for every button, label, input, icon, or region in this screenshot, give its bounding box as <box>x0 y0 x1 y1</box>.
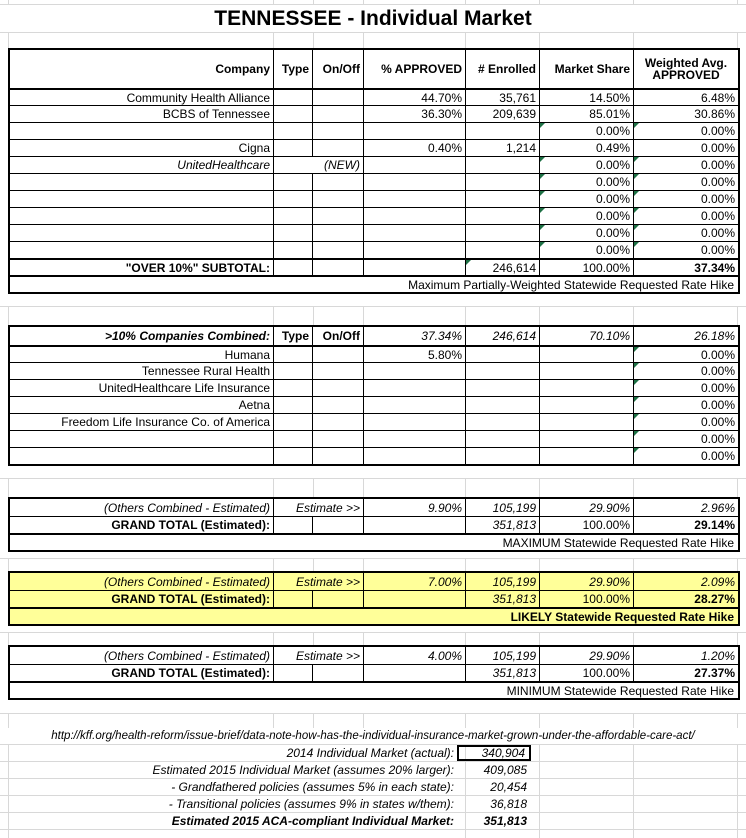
error-triangle-icon <box>540 208 545 213</box>
cell-enrolled[interactable] <box>465 242 539 258</box>
cell-approved[interactable]: 37.34% <box>363 327 465 345</box>
table-row <box>10 224 738 241</box>
cell-company[interactable]: UnitedHealthcare Life Insurance <box>98 381 270 395</box>
cell-weighted[interactable]: 26.18% <box>633 327 738 345</box>
estimate-flag-cell[interactable]: Estimate >> <box>273 499 363 516</box>
grid-line <box>0 306 746 307</box>
cell-enrolled[interactable] <box>465 225 539 241</box>
error-triangle-icon <box>634 157 639 162</box>
estimate-flag-cell[interactable]: Estimate >> <box>273 647 363 664</box>
combined-label-cell[interactable]: >10% Companies Combined: <box>104 329 270 343</box>
cell-enrolled[interactable] <box>465 191 539 207</box>
cell-enrolled[interactable] <box>465 174 539 190</box>
footer-row <box>0 796 746 813</box>
cell-onoff[interactable] <box>312 517 363 533</box>
table-row <box>10 241 738 258</box>
cell-company[interactable] <box>10 191 273 207</box>
cell-type[interactable] <box>273 380 312 396</box>
table-row <box>10 447 738 464</box>
error-triangle-icon <box>634 414 639 419</box>
cell-weighted[interactable]: 37.34% <box>633 260 738 275</box>
cell-enrolled[interactable] <box>465 414 539 430</box>
table-row <box>10 413 738 430</box>
error-triangle-icon <box>634 397 639 402</box>
error-triangle-icon <box>634 242 639 247</box>
cell-share[interactable] <box>539 414 633 430</box>
cell-enrolled[interactable]: 246,614 <box>465 327 539 345</box>
footer-value[interactable]: 36,818 <box>490 797 527 811</box>
cell-onoff[interactable] <box>312 414 363 430</box>
cell-approved[interactable] <box>363 225 465 241</box>
cell-company[interactable] <box>10 448 273 464</box>
subtotal-label-cell[interactable]: "OVER 10%" SUBTOTAL: <box>125 260 270 275</box>
cell-value: 0.00% <box>595 192 630 206</box>
cell-weighted[interactable] <box>633 191 738 207</box>
empty-cells <box>531 762 746 778</box>
cell-enrolled[interactable] <box>465 208 539 224</box>
error-triangle-icon <box>466 260 471 265</box>
cell-onoff[interactable] <box>312 591 363 607</box>
cell-onoff[interactable] <box>312 174 363 190</box>
cell-type[interactable] <box>273 260 312 275</box>
cell-type[interactable] <box>273 363 312 379</box>
cell-value: 0.00% <box>700 192 735 206</box>
cell-type[interactable] <box>273 208 312 224</box>
footer-row <box>0 762 746 779</box>
cell-share[interactable]: 100.00% <box>539 260 633 275</box>
grand-total-label-cell[interactable]: GRAND TOTAL (Estimated): <box>111 518 270 532</box>
cell-approved[interactable]: 36.30% <box>363 106 465 122</box>
cell-share[interactable]: 100.00% <box>539 665 633 681</box>
table-row <box>10 345 738 362</box>
cell-approved[interactable]: 4.00% <box>363 647 465 664</box>
cell-enrolled[interactable] <box>465 157 539 173</box>
source-url: http://kff.org/health-reform/issue-brief/data-note-how-has-the-individual-insurance-market-grown-under-the-affordable-care-act/ <box>0 728 746 745</box>
footer-value[interactable]: 409,085 <box>483 763 527 777</box>
grand-total-label-cell[interactable]: GRAND TOTAL (Estimated): <box>111 666 270 680</box>
cell-enrolled[interactable]: 351,813 <box>465 665 539 681</box>
grid-line <box>0 713 746 714</box>
cell-type[interactable] <box>273 665 312 681</box>
cell-enrolled[interactable]: 1,214 <box>465 140 539 156</box>
empty-cells <box>531 796 746 812</box>
grid-strip <box>0 306 746 325</box>
cell-enrolled[interactable] <box>465 448 539 464</box>
cell-approved[interactable]: 5.80% <box>363 347 465 362</box>
grid-line <box>0 478 746 479</box>
cell-enrolled[interactable] <box>465 347 539 362</box>
cell-type[interactable] <box>273 123 312 139</box>
cell-company[interactable]: BCBS of Tennessee <box>162 107 270 121</box>
max-partial-note-cell[interactable]: Maximum Partially-Weighted Statewide Requested Rate Hike <box>408 278 734 292</box>
cell-value: 0.00% <box>595 209 630 223</box>
footer-row <box>0 779 746 796</box>
cell-enrolled[interactable] <box>465 380 539 396</box>
cell-onoff[interactable] <box>312 242 363 258</box>
cell-approved[interactable] <box>363 208 465 224</box>
cell-weighted[interactable]: 29.14% <box>633 517 738 533</box>
grid-strip <box>0 713 746 728</box>
cell-value: 0.00% <box>700 415 735 429</box>
cell-weighted[interactable] <box>633 225 738 241</box>
table-row <box>10 362 738 379</box>
grid-line <box>0 558 746 559</box>
cell-onoff[interactable] <box>312 347 363 362</box>
cell-type[interactable] <box>273 242 312 258</box>
footer-value[interactable]: 20,454 <box>490 780 527 794</box>
footer-row <box>0 745 746 762</box>
cell-type[interactable] <box>273 191 312 207</box>
cell-share[interactable]: 85.01% <box>539 106 633 122</box>
cell-approved[interactable] <box>363 448 465 464</box>
cell-enrolled[interactable]: 351,813 <box>465 591 539 607</box>
cell-enrolled[interactable]: 209,639 <box>465 106 539 122</box>
cell-share[interactable]: 29.90% <box>539 499 633 516</box>
header-cell-enrolled[interactable]: # Enrolled <box>465 50 539 88</box>
cell-company[interactable]: Tennessee Rural Health <box>141 364 270 378</box>
table-row <box>10 156 738 173</box>
cell-value: 0.00% <box>595 175 630 189</box>
cell-enrolled[interactable] <box>465 123 539 139</box>
error-triangle-icon <box>634 225 639 230</box>
cell-onoff[interactable] <box>312 191 363 207</box>
estimate-maximum-table <box>8 497 740 552</box>
cell-approved[interactable]: 0.40% <box>363 140 465 156</box>
error-triangle-icon <box>540 191 545 196</box>
cell-company[interactable] <box>10 431 273 447</box>
cell-onoff[interactable] <box>312 363 363 379</box>
cell-type[interactable] <box>273 90 312 105</box>
error-triangle-icon <box>634 123 639 128</box>
cell-share[interactable]: 0.49% <box>539 140 633 156</box>
footer-label[interactable]: Estimated 2015 Individual Market (assumes 20% larger): <box>152 763 454 777</box>
cell-approved[interactable] <box>363 414 465 430</box>
cell-share[interactable] <box>539 225 633 241</box>
cell-type[interactable] <box>273 347 312 362</box>
cell-onoff[interactable] <box>312 448 363 464</box>
cell-company[interactable]: Community Health Alliance <box>126 90 270 105</box>
error-triangle-icon <box>540 242 545 247</box>
table-row <box>10 122 738 139</box>
cell-weighted[interactable] <box>633 414 738 430</box>
cell-approved[interactable] <box>363 431 465 447</box>
table-row <box>10 173 738 190</box>
cell-weighted[interactable] <box>633 363 738 379</box>
cell-company[interactable] <box>10 242 273 258</box>
cell-onoff[interactable] <box>312 208 363 224</box>
header-cell-type[interactable]: Type <box>273 50 312 88</box>
cell-company[interactable]: Aetna <box>238 398 270 412</box>
cell-value: 246,614 <box>492 260 536 275</box>
cell-value: 0.00% <box>700 226 735 240</box>
table-row <box>10 88 738 105</box>
cell-weighted[interactable]: 1.20% <box>633 647 738 664</box>
cell-approved[interactable] <box>363 191 465 207</box>
table-row <box>10 190 738 207</box>
others-label-cell[interactable]: (Others Combined - Estimated) <box>103 500 270 515</box>
table-row <box>10 139 738 156</box>
table-row <box>10 105 738 122</box>
header-cell-weighted[interactable]: Weighted Avg. APPROVED <box>633 50 738 88</box>
minimum-note-cell[interactable]: MINIMUM Statewide Requested Rate Hike <box>506 684 734 698</box>
error-triangle-icon <box>634 380 639 385</box>
empty-cells <box>531 813 746 829</box>
footer-value[interactable]: 351,813 <box>483 814 527 828</box>
cell-type[interactable] <box>273 431 312 447</box>
header-cell-type[interactable]: Type <box>273 327 312 345</box>
cell-value: 0.00% <box>700 243 735 257</box>
cell-share[interactable] <box>539 347 633 362</box>
empty-cells <box>531 779 746 795</box>
cell-onoff[interactable] <box>312 106 363 122</box>
cell-enrolled[interactable]: 35,761 <box>465 90 539 105</box>
cell-value: 0.00% <box>700 175 735 189</box>
cell-new-flag[interactable]: (NEW) <box>273 157 363 173</box>
page-title[interactable]: TENNESSEE - Individual Market <box>0 5 746 33</box>
cell-value: 0.00% <box>700 124 735 138</box>
cell-weighted[interactable] <box>633 157 738 173</box>
cell-enrolled[interactable]: 351,813 <box>465 517 539 533</box>
table-header-row <box>10 50 738 88</box>
note-row <box>10 533 738 550</box>
cell-enrolled[interactable] <box>465 431 539 447</box>
cell-onoff[interactable] <box>312 665 363 681</box>
cell-company[interactable]: Humana <box>224 347 270 362</box>
cell-type[interactable] <box>273 448 312 464</box>
cell-value: 0.00% <box>595 158 630 172</box>
cell-value: 0.00% <box>700 398 735 412</box>
cell-enrolled[interactable] <box>465 397 539 413</box>
cell-onoff[interactable] <box>312 397 363 413</box>
cell-share[interactable] <box>539 174 633 190</box>
footer-label[interactable]: 2014 Individual Market (actual): <box>286 746 454 760</box>
table-row <box>10 379 738 396</box>
cell-share[interactable] <box>539 363 633 379</box>
cell-share[interactable] <box>539 157 633 173</box>
cell-value: 0.00% <box>700 158 735 172</box>
cell-approved[interactable] <box>363 123 465 139</box>
cell-share[interactable]: 70.10% <box>539 327 633 345</box>
note-row <box>10 681 738 698</box>
error-triangle-icon <box>634 191 639 196</box>
empty-cells <box>531 745 746 761</box>
cell-approved[interactable] <box>363 665 465 681</box>
grand-total-row <box>10 664 738 681</box>
cell-approved[interactable] <box>363 174 465 190</box>
cell-weighted[interactable]: 28.27% <box>633 591 738 607</box>
header-cell-company[interactable]: Company <box>215 62 270 76</box>
others-label-cell[interactable]: (Others Combined - Estimated) <box>103 574 270 589</box>
cell-enrolled[interactable]: 105,199 <box>465 499 539 516</box>
maximum-note-cell[interactable]: MAXIMUM Statewide Requested Rate Hike <box>502 536 734 550</box>
cell-share[interactable] <box>539 380 633 396</box>
cell-weighted[interactable] <box>633 242 738 258</box>
cell-company[interactable] <box>10 174 273 190</box>
cell-enrolled[interactable]: 105,199 <box>465 647 539 664</box>
cell-onoff[interactable] <box>312 123 363 139</box>
footer-label[interactable]: Estimated 2015 ACA-compliant Individual Market: <box>171 814 454 828</box>
cell-weighted[interactable] <box>633 448 738 464</box>
cell-share[interactable] <box>539 397 633 413</box>
cell-value: 0.00% <box>700 381 735 395</box>
header-cell-onoff[interactable]: On/Off <box>312 50 363 88</box>
cell-onoff[interactable] <box>312 225 363 241</box>
error-triangle-icon <box>634 347 639 352</box>
over-10pct-companies-table <box>8 325 740 466</box>
cell-onoff[interactable] <box>312 260 363 275</box>
estimate-likely-table <box>8 571 740 626</box>
others-label-cell[interactable]: (Others Combined - Estimated) <box>103 648 270 663</box>
cell-enrolled[interactable] <box>465 260 539 275</box>
cell-value: 0.00% <box>700 449 735 463</box>
table-row <box>10 396 738 413</box>
cell-approved[interactable] <box>363 363 465 379</box>
error-triangle-icon <box>634 174 639 179</box>
cell-weighted[interactable]: 6.48% <box>633 90 738 105</box>
estimate-minimum-table <box>8 645 740 700</box>
grid-strip <box>0 830 746 838</box>
cell-approved[interactable] <box>363 380 465 396</box>
cell-onoff[interactable] <box>312 140 363 156</box>
grid-line <box>0 632 746 633</box>
error-triangle-icon <box>634 363 639 368</box>
cell-weighted[interactable]: 2.96% <box>633 499 738 516</box>
cell-approved[interactable] <box>363 157 465 173</box>
cell-weighted[interactable]: 2.09% <box>633 573 738 590</box>
cell-approved[interactable]: 7.00% <box>363 573 465 590</box>
note-row <box>10 275 738 292</box>
cell-weighted[interactable]: 0.00% <box>633 140 738 156</box>
cell-value: 0.00% <box>595 243 630 257</box>
cell-enrolled[interactable] <box>465 363 539 379</box>
grid-strip <box>0 558 746 571</box>
footer-row <box>0 813 746 830</box>
grand-total-label-cell[interactable]: GRAND TOTAL (Estimated): <box>111 592 270 606</box>
cell-value: 0.00% <box>700 347 735 362</box>
cell-approved[interactable] <box>363 397 465 413</box>
cell-share[interactable] <box>539 242 633 258</box>
likely-note-cell[interactable]: LIKELY Statewide Requested Rate Hike <box>510 610 734 624</box>
error-triangle-icon <box>634 431 639 436</box>
table-header-row <box>10 327 738 345</box>
cell-company[interactable]: Cigna <box>238 141 270 155</box>
cell-weighted[interactable] <box>633 380 738 396</box>
cell-approved[interactable] <box>363 591 465 607</box>
cell-onoff[interactable] <box>312 431 363 447</box>
cell-share[interactable]: 14.50% <box>539 90 633 105</box>
footer-label[interactable]: - Transitional policies (assumes 9% in states w/them): <box>168 797 454 811</box>
cell-approved[interactable] <box>363 260 465 275</box>
cell-onoff[interactable] <box>312 380 363 396</box>
cell-weighted[interactable]: 30.86% <box>633 106 738 122</box>
error-triangle-icon <box>634 208 639 213</box>
cell-enrolled[interactable]: 105,199 <box>465 573 539 590</box>
cell-approved[interactable] <box>363 242 465 258</box>
cell-share[interactable]: 29.90% <box>539 573 633 590</box>
subtotal-row <box>10 258 738 275</box>
cell-type[interactable] <box>273 397 312 413</box>
cell-weighted[interactable] <box>633 397 738 413</box>
cell-type[interactable] <box>273 517 312 533</box>
table-row <box>10 430 738 447</box>
cell-weighted[interactable] <box>633 174 738 190</box>
header-cell-approved[interactable]: % APPROVED <box>363 50 465 88</box>
cell-value: 0.00% <box>700 432 735 446</box>
footer-value[interactable]: 340,904 <box>457 745 531 761</box>
grid-strip <box>0 478 746 497</box>
grand-total-row <box>10 590 738 607</box>
cell-share[interactable]: 29.90% <box>539 647 633 664</box>
others-row <box>10 573 738 590</box>
cell-value: 0.00% <box>595 124 630 138</box>
cell-weighted[interactable] <box>633 347 738 362</box>
error-triangle-icon <box>540 174 545 179</box>
others-row <box>10 647 738 664</box>
error-triangle-icon <box>540 225 545 230</box>
cell-company[interactable] <box>10 123 273 139</box>
cell-value: 0.00% <box>700 364 735 378</box>
cell-value: 0.00% <box>595 226 630 240</box>
cell-share[interactable] <box>539 191 633 207</box>
cell-type[interactable] <box>273 174 312 190</box>
error-triangle-icon <box>634 448 639 453</box>
cell-type[interactable] <box>273 225 312 241</box>
cell-approved[interactable]: 44.70% <box>363 90 465 105</box>
cell-share[interactable]: 100.00% <box>539 517 633 533</box>
cell-weighted[interactable] <box>633 431 738 447</box>
cell-type[interactable] <box>273 591 312 607</box>
cell-share[interactable] <box>539 123 633 139</box>
cell-weighted[interactable]: 27.37% <box>633 665 738 681</box>
table-row <box>10 207 738 224</box>
others-row <box>10 499 738 516</box>
header-cell-share[interactable]: Market Share <box>539 50 633 88</box>
note-row <box>10 607 738 624</box>
grid-strip <box>0 632 746 645</box>
error-triangle-icon <box>540 157 545 162</box>
cell-company[interactable]: Freedom Life Insurance Co. of America <box>61 415 270 429</box>
cell-weighted[interactable] <box>633 123 738 139</box>
cell-value: 0.00% <box>700 209 735 223</box>
cell-approved[interactable]: 9.90% <box>363 499 465 516</box>
grand-total-row <box>10 516 738 533</box>
cell-type[interactable] <box>273 106 312 122</box>
cell-share[interactable] <box>539 448 633 464</box>
cell-approved[interactable] <box>363 517 465 533</box>
grid-strip <box>0 33 746 48</box>
cell-company[interactable] <box>10 208 273 224</box>
rate-filings-table <box>8 48 740 294</box>
cell-share[interactable] <box>539 208 633 224</box>
cell-company[interactable]: UnitedHealthcare <box>177 158 270 172</box>
cell-share[interactable] <box>539 431 633 447</box>
error-triangle-icon <box>540 123 545 128</box>
cell-company[interactable] <box>10 225 273 241</box>
cell-onoff[interactable] <box>312 90 363 105</box>
estimate-flag-cell[interactable]: Estimate >> <box>273 573 363 590</box>
cell-share[interactable]: 100.00% <box>539 591 633 607</box>
cell-weighted[interactable] <box>633 208 738 224</box>
header-cell-onoff[interactable]: On/Off <box>312 327 363 345</box>
cell-type[interactable] <box>273 140 312 156</box>
cell-type[interactable] <box>273 414 312 430</box>
footer-label[interactable]: - Grandfathered policies (assumes 5% in each state): <box>171 780 454 794</box>
